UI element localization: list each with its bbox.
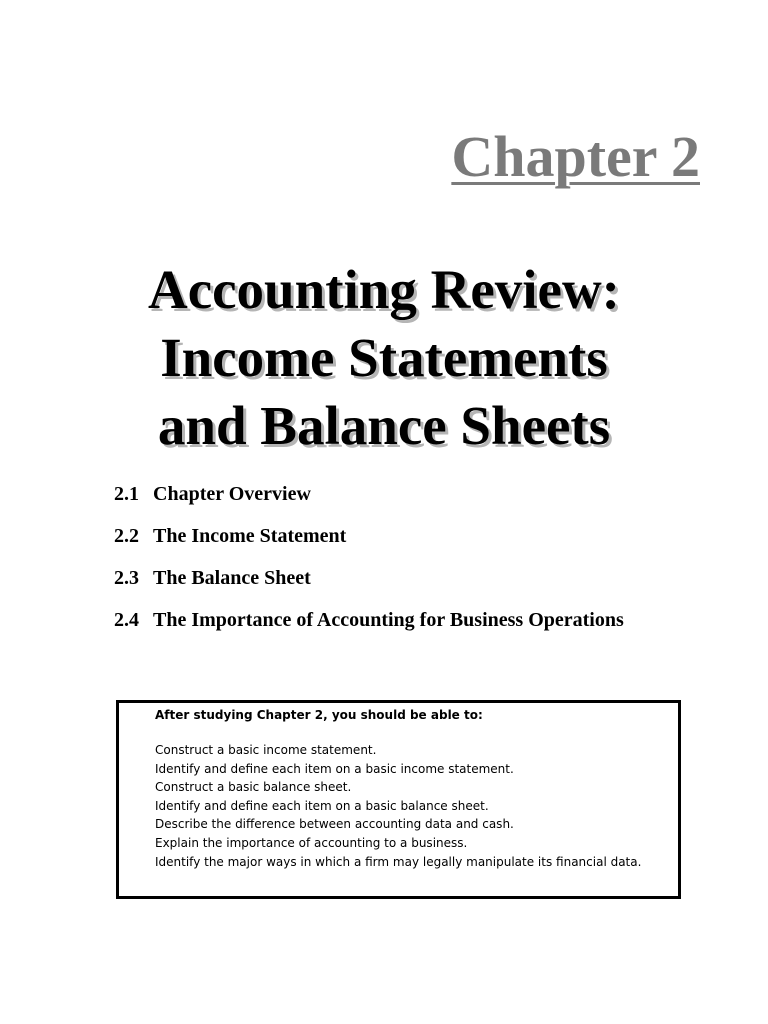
chapter-title-line: and Balance Sheets — [157, 395, 611, 456]
toc-item-overview — [114, 480, 624, 522]
toc-item-importance — [114, 606, 624, 648]
toc-item-number: 2.4 — [114, 609, 139, 631]
toc-item-title: Chapter Overview — [153, 483, 311, 505]
learning-objective: Identify the major ways in which a firm may legally manipulate its financial data. — [155, 854, 642, 869]
toc-item-title: The Balance Sheet — [153, 567, 311, 589]
chapter-title — [0, 256, 768, 460]
learning-objective: Construct a basic balance sheet. — [155, 780, 352, 795]
chapter-title-line: Accounting Review: — [147, 259, 620, 320]
learning-objective: Identify and define each item on a basic balance sheet. — [155, 798, 489, 813]
chapter-title-line: Income Statements — [160, 327, 608, 388]
toc-item-number: 2.2 — [114, 525, 139, 547]
toc-item-number: 2.1 — [114, 483, 139, 505]
learning-objective: Describe the difference between accounting data and cash. — [155, 817, 514, 832]
table-of-contents — [114, 480, 624, 648]
learning-objective: Explain the importance of accounting to a business. — [155, 835, 468, 850]
learning-objectives-box — [116, 700, 681, 899]
learning-objective: Identify and define each item on a basic income statement. — [155, 761, 514, 776]
learning-objectives-heading: After studying Chapter 2, you should be able to: — [155, 708, 483, 722]
toc-item-number: 2.3 — [114, 567, 139, 589]
chapter-label: Chapter 2 — [451, 124, 700, 189]
toc-item-title: The Income Statement — [153, 525, 347, 547]
toc-item-balance-sheet — [114, 564, 624, 606]
toc-item-title: The Importance of Accounting for Business Operations — [153, 609, 624, 631]
learning-objective: Construct a basic income statement. — [155, 743, 377, 757]
toc-item-income-statement — [114, 522, 624, 564]
learning-objectives-list — [155, 741, 641, 871]
